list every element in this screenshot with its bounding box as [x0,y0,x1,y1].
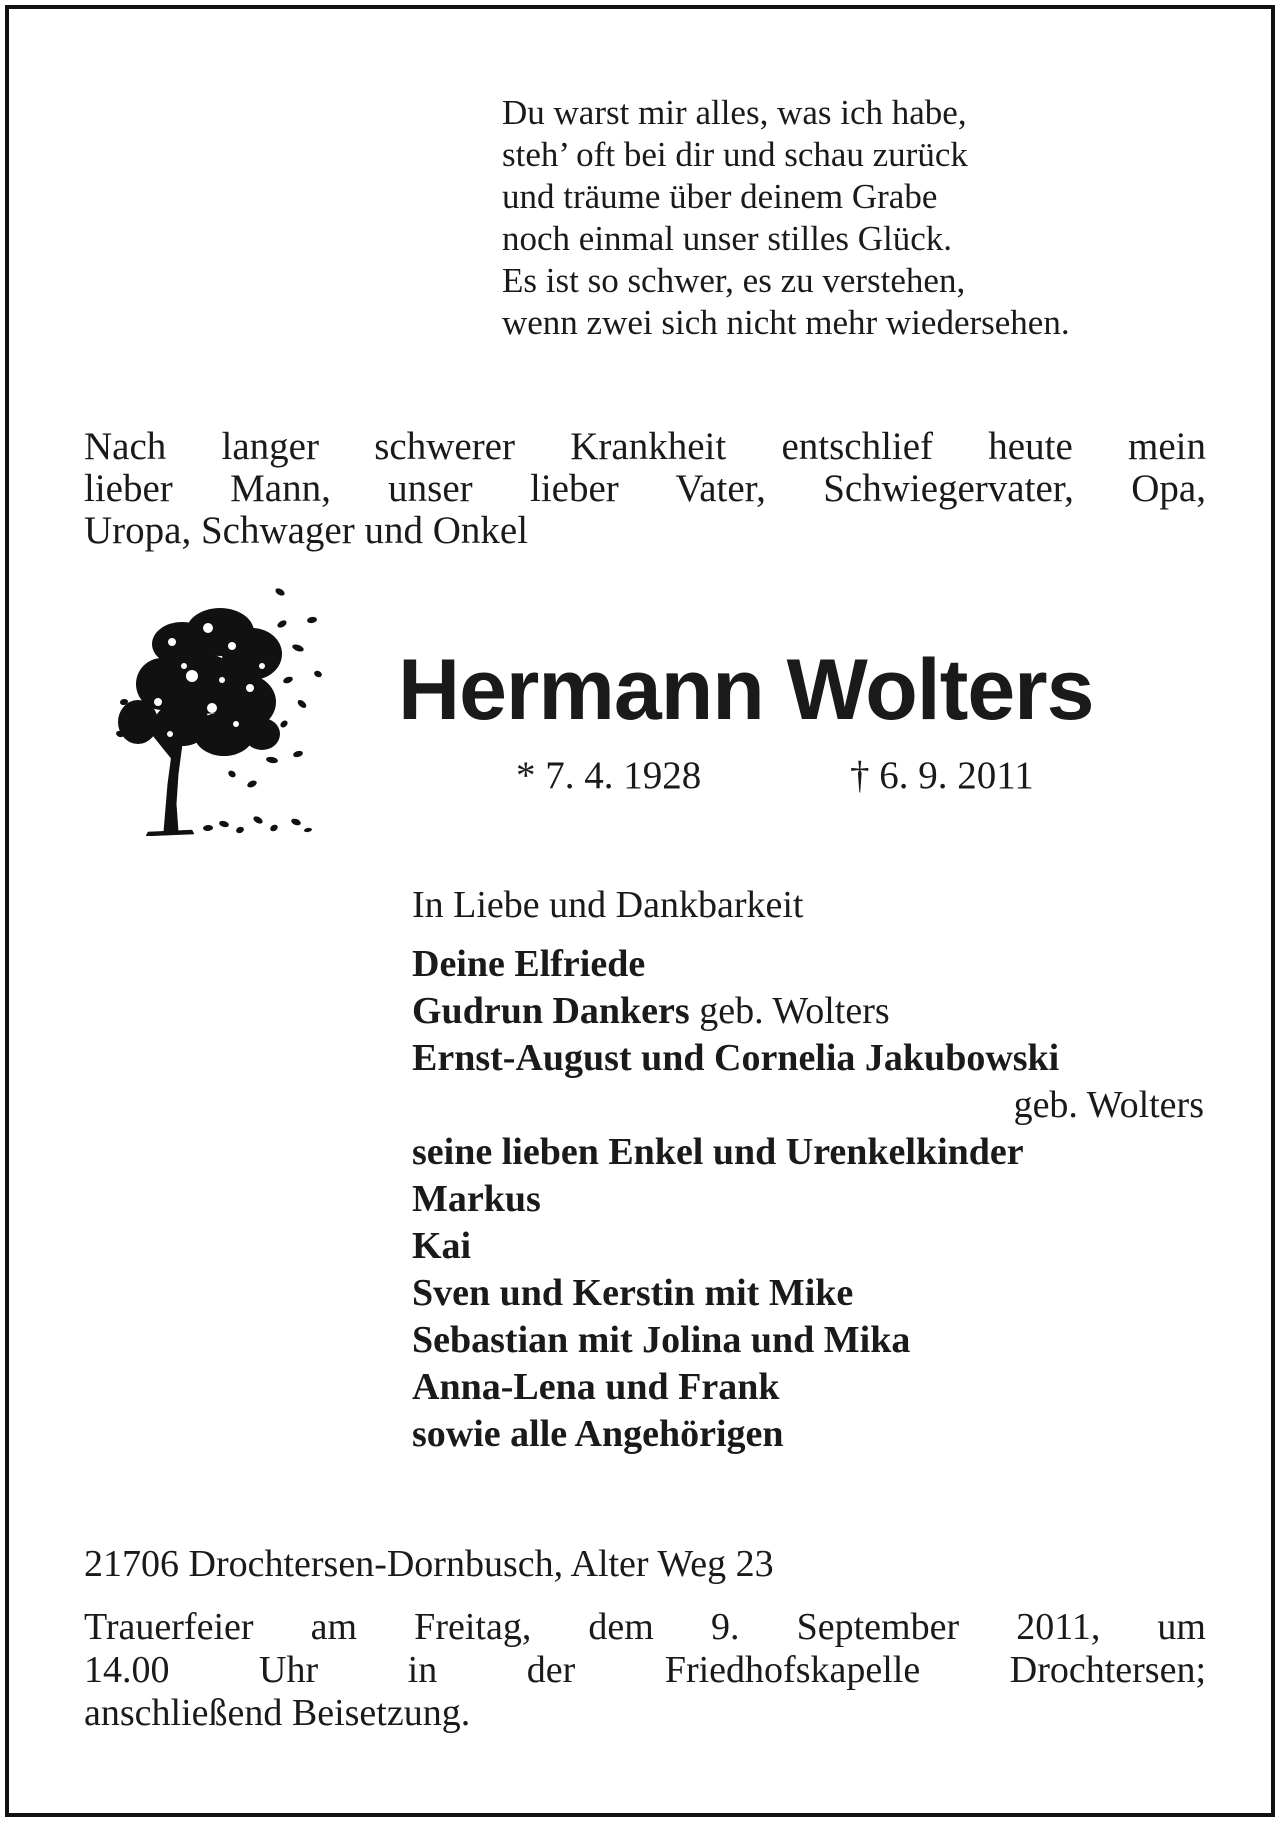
mourner-line: Sven und Kerstin mit Mike [412,1272,854,1314]
poem-line: steh’ oft bei dir und schau zurück [502,135,968,174]
mourner-line: Sebastian mit Jolina und Mika [412,1319,911,1361]
ceremony-line: Trauerfeier am Freitag, dem 9. September 2011, um [84,1606,1206,1648]
maiden-name: geb. Wolters [1013,1084,1204,1126]
mourner-line: seine lieben Enkel und Urenkelkinder [412,1131,1024,1173]
mourners-heading: In Liebe und Dankbarkeit [412,884,804,926]
deceased-name: Hermann Wolters [398,642,1094,738]
ceremony-line: anschließend Beisetzung. [84,1692,471,1734]
intro-text [84,426,1206,552]
ceremony-text [84,1606,1206,1735]
mourner-line: Deine Elfriede [412,943,646,985]
address: 21706 Drochtersen-Dornbusch, Alter Weg 23 [84,1543,774,1585]
poem-line: Du warst mir alles, was ich habe, [502,93,967,132]
intro-line: Nach langer schwerer Krankheit entschlief heute mein [84,425,1206,468]
mourners-list [412,882,1204,1458]
poem-line: noch einmal unser stilles Glück. [502,219,953,258]
mourner-name: Gudrun Dankers [412,990,690,1032]
mourner-line: Ernst-August und Cornelia Jakubowski [412,1037,1060,1079]
intro-line: lieber Mann, unser lieber Vater, Schwiegervater, Opa, [84,467,1206,510]
poem-line: und träume über deinem Grabe [502,177,938,216]
poem-line: Es ist so schwer, es zu verstehen, [502,261,966,300]
poem [502,92,1070,344]
intro-line: Uropa, Schwager und Onkel [84,509,529,552]
mourner-line [412,988,1204,1035]
birth-date: * 7. 4. 1928 [516,754,702,797]
spacer [412,929,1204,941]
maiden-name: geb. Wolters [689,990,890,1032]
poem-line: wenn zwei sich nicht mehr wiedersehen. [502,303,1070,342]
ceremony-line: 14.00 Uhr in der Friedhofskapelle Drochtersen; [84,1649,1206,1691]
mourner-line: Anna-Lena und Frank [412,1366,780,1408]
mourner-line: Markus [412,1178,541,1220]
death-date: † 6. 9. 2011 [850,754,1034,797]
mourner-line: sowie alle Angehörigen [412,1413,784,1455]
mourner-line: Kai [412,1225,472,1267]
windblown-tree-icon [112,584,328,836]
